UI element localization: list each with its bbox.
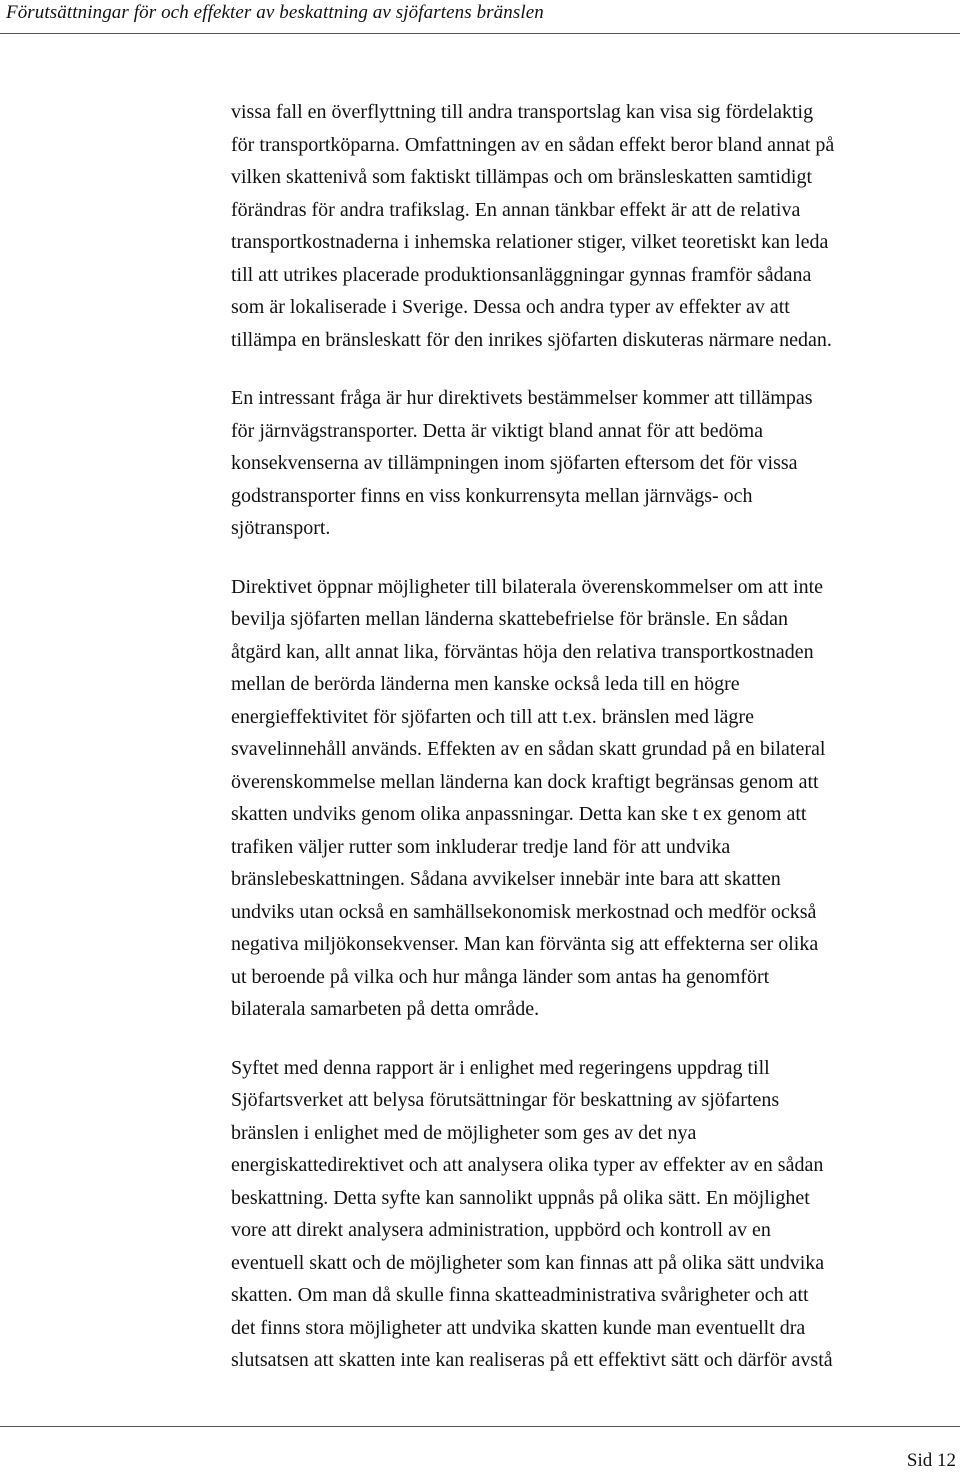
page-number: Sid 12: [906, 1450, 956, 1471]
body-paragraph: En intressant fråga är hur direktivets bestämmelser kommer att tillämpas för järnvägstransporter. Detta är viktigt bland annat för att bedöma konsekvenserna av tillämpningen inom sjöfarten eftersom det för vissa godstransporter finns en viss konkurrensyta mellan järnvägs- och sjötransport.: [231, 387, 813, 539]
page-header: [0, 0, 960, 44]
body-paragraph: Syftet med denna rapport är i enlighet med regeringens uppdrag till Sjöfartsverket att belysa förutsättningar för beskattning av sjöfartens bränslen i enlighet med de möjligheter som ges av det nya energiskattedirektivet och att analysera olika typer av effekter av en sådan beskattning. Detta syfte kan sannolikt uppnås på olika sätt. En möjlighet vore att direkt analysera administration, uppbörd och kontroll av en eventuell skatt och de möjligheter som kan finnas att på olika sätt undvika skatten. Om man då skulle finna skatteadministrativa svårigheter och att det finns stora möjligheter att undvika skatten kunde man eventuellt dra slutsatsen att skatten inte kan realiseras på ett effektivt sätt och därför avstå: [231, 1056, 833, 1371]
header-rule: [0, 33, 960, 34]
footer-rule: [0, 1426, 960, 1427]
page-footer: [0, 1420, 960, 1471]
document-body: [231, 96, 953, 1403]
body-paragraph: Direktivet öppnar möjligheter till bilaterala överenskommelser om att inte bevilja sjöfarten mellan länderna skattebefrielse för bränsle. En sådan åtgärd kan, allt annat lika, förväntas höja den relativa transportkostnaden mellan de berörda länderna men kanske också leda till en högre energieffektivitet för sjöfarten och till att t.ex. bränslen med lägre svavelinnehåll används. Effekten av en sådan skatt grundad på en bilateral överenskommelse mellan länderna kan dock kraftigt begränsas genom att skatten undviks genom olika anpassningar. Detta kan ske t ex genom att trafiken väljer rutter som inkluderar tredje land för att undvika bränslebeskattningen. Sådana avvikelser innebär inte bara att skatten undviks utan också en samhällsekonomisk merkostnad och medför också negativa miljökonsekvenser. Man kan förvänta sig att effekterna ser olika ut beroende på vilka och hur många länder som antas ha genomfört bilaterala samarbeten på detta område.: [231, 575, 826, 1020]
body-paragraph: vissa fall en överflyttning till andra transportslag kan visa sig fördelaktig för transportköparna. Omfattningen av en sådan effekt beror bland annat på vilken skattenivå som faktiskt tillämpas och om bränsleskatten samtidigt förändras för andra trafikslag. En annan tänkbar effekt är att de relativa transportkostnaderna i inhemska relationer stiger, vilket teoretiskt kan leda till att utrikes placerade produktionsanläggningar gynnas framför sådana som är lokaliserade i Sverige. Dessa och andra typer av effekter av att tillämpa en bränsleskatt för den inrikes sjöfarten diskuteras närmare nedan.: [231, 101, 835, 351]
running-header-title: Förutsättningar för och effekter av beskattning av sjöfartens bränslen: [6, 2, 544, 23]
